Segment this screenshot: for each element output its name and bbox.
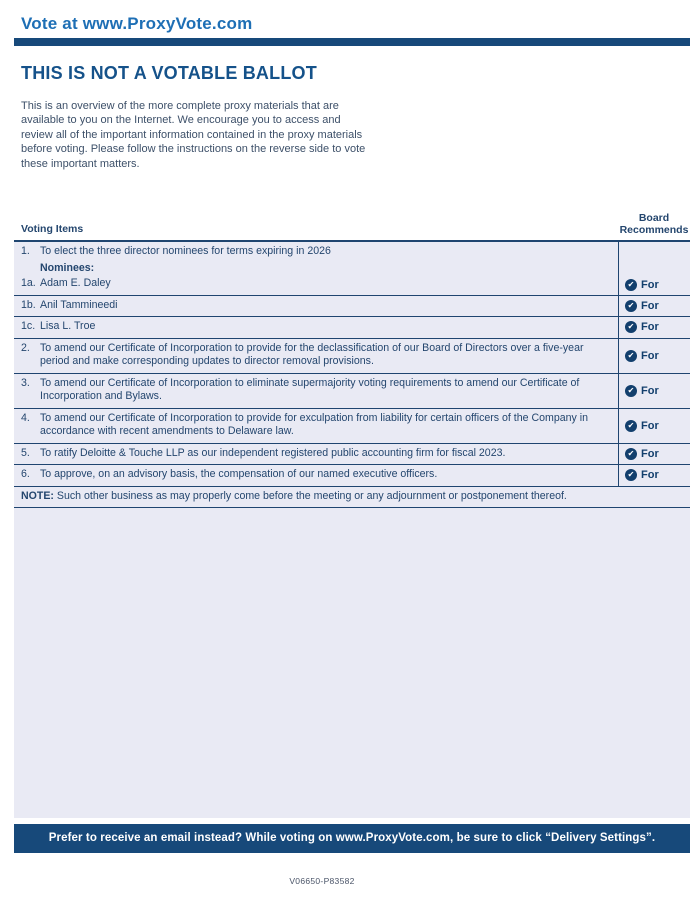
recommendation <box>625 321 659 333</box>
top-divider-bar <box>14 38 690 46</box>
item-text: To ratify Deloitte & Touche LLP as our independent registered public accounting firm for fiscal 2023. <box>40 446 506 459</box>
item-number: 1c. <box>21 320 36 332</box>
board-recommends-line2: Recommends <box>619 224 689 236</box>
item-line <box>21 277 612 291</box>
item-cell <box>14 465 618 486</box>
item-text: To amend our Certificate of Incorporation to provide for the declassification of our Board of Directors over a five-year period and make corresponding updates to director removal provisions. <box>40 341 584 367</box>
item-text: To amend our Certificate of Incorporation to provide for exculpation from liability for certain officers of the Company in accordance with recent amendments to Delaware law. <box>40 411 589 437</box>
recommendation <box>625 385 659 397</box>
check-circle-icon: ✔ <box>625 300 637 312</box>
item-text: To approve, on an advisory basis, the compensation of our named executive officers. <box>40 468 438 480</box>
check-circle-icon: ✔ <box>625 385 637 397</box>
recommendation <box>625 448 659 460</box>
item-cell <box>14 409 618 443</box>
item-cell <box>14 374 618 408</box>
check-circle-icon: ✔ <box>625 420 637 432</box>
item-cell <box>14 242 618 295</box>
item-line <box>21 245 612 259</box>
item-number: 1b. <box>21 298 36 311</box>
note-text: Such other business as may properly come before the meeting or any adjournment or postponement thereof. <box>56 489 567 502</box>
table-row <box>14 296 690 318</box>
board-recommendation-cell <box>618 339 690 373</box>
table-row <box>14 242 690 296</box>
item-number: 6. <box>21 468 30 480</box>
note-row <box>14 487 690 509</box>
table-row <box>14 465 690 487</box>
check-circle-icon: ✔ <box>625 321 637 333</box>
note-cell <box>14 487 690 508</box>
note-label: NOTE: <box>21 489 57 502</box>
board-recommendation-cell <box>618 409 690 443</box>
check-circle-icon: ✔ <box>625 448 637 460</box>
recommendation <box>625 279 659 291</box>
item-number: 2. <box>21 341 30 354</box>
item-number: 3. <box>21 376 30 389</box>
page-title: THIS IS NOT A VOTABLE BALLOT <box>21 63 317 83</box>
table-row <box>14 317 690 339</box>
board-recommendation-cell <box>618 317 690 338</box>
check-circle-icon: ✔ <box>625 279 637 291</box>
voting-items-table <box>14 240 690 818</box>
table-empty-filler <box>14 508 690 818</box>
table-row <box>14 339 690 374</box>
recommend-label: For <box>641 278 659 291</box>
vote-url-heading: Vote at www.ProxyVote.com <box>21 14 253 33</box>
board-recommendation-cell <box>618 465 690 486</box>
item-line <box>21 299 612 313</box>
item-cell <box>14 317 618 338</box>
recommend-label: For <box>641 384 659 397</box>
item-line <box>21 447 612 461</box>
item-number: 1. <box>21 245 30 257</box>
recommendation <box>625 350 659 362</box>
item-cell <box>14 444 618 465</box>
item-line <box>21 412 612 439</box>
item-line <box>21 468 612 482</box>
document-code: V06650-P83582 <box>289 876 355 886</box>
check-circle-icon: ✔ <box>625 469 637 481</box>
recommend-label: For <box>641 349 659 362</box>
recommend-label: For <box>641 419 659 432</box>
recommendation <box>625 300 659 312</box>
recommendation <box>625 469 659 481</box>
board-recommendation-cell <box>618 374 690 408</box>
item-line <box>21 377 612 404</box>
nominees-heading: Nominees: <box>40 261 95 274</box>
board-recommendation-cell <box>618 242 690 295</box>
table-row <box>14 409 690 444</box>
item-number: 4. <box>21 411 30 424</box>
item-line <box>21 320 612 334</box>
item-text: Lisa L. Troe <box>40 320 96 332</box>
column-header-board-recommends <box>609 212 697 236</box>
item-cell <box>14 339 618 373</box>
intro-paragraph: This is an overview of the more complete proxy materials that are available to you on the Internet. We encourage you to access and review all of the important information contained in the proxy materials before voting. Please follow the instructions on the reverse side to vote these important matters. <box>21 100 366 170</box>
board-recommendation-cell <box>618 296 690 317</box>
item-line <box>21 342 612 369</box>
recommendation <box>625 420 659 432</box>
footer-banner: Prefer to receive an email instead? While voting on www.ProxyVote.com, be sure to click “Delivery Settings”. <box>14 824 690 853</box>
item-text: Adam E. Daley <box>40 277 111 289</box>
board-recommendation-cell <box>618 444 690 465</box>
table-row <box>14 374 690 409</box>
item-text: Anil Tammineedi <box>40 298 118 311</box>
board-recommends-line1: Board <box>638 212 670 224</box>
column-header-voting-items: Voting Items <box>21 223 84 235</box>
recommend-label: For <box>641 321 659 334</box>
recommend-label: For <box>641 447 659 460</box>
item-text: To amend our Certificate of Incorporation to eliminate supermajority voting requirements to amend our Certificate of Incorporation and Bylaws. <box>40 376 580 402</box>
check-circle-icon: ✔ <box>625 350 637 362</box>
recommend-label: For <box>641 469 659 482</box>
table-row <box>14 444 690 466</box>
item-text: To elect the three director nominees for terms expiring in 2026 <box>40 245 331 257</box>
item-number: 1a. <box>21 277 36 289</box>
recommend-label: For <box>641 299 659 312</box>
item-cell <box>14 296 618 317</box>
item-number: 5. <box>21 446 30 459</box>
